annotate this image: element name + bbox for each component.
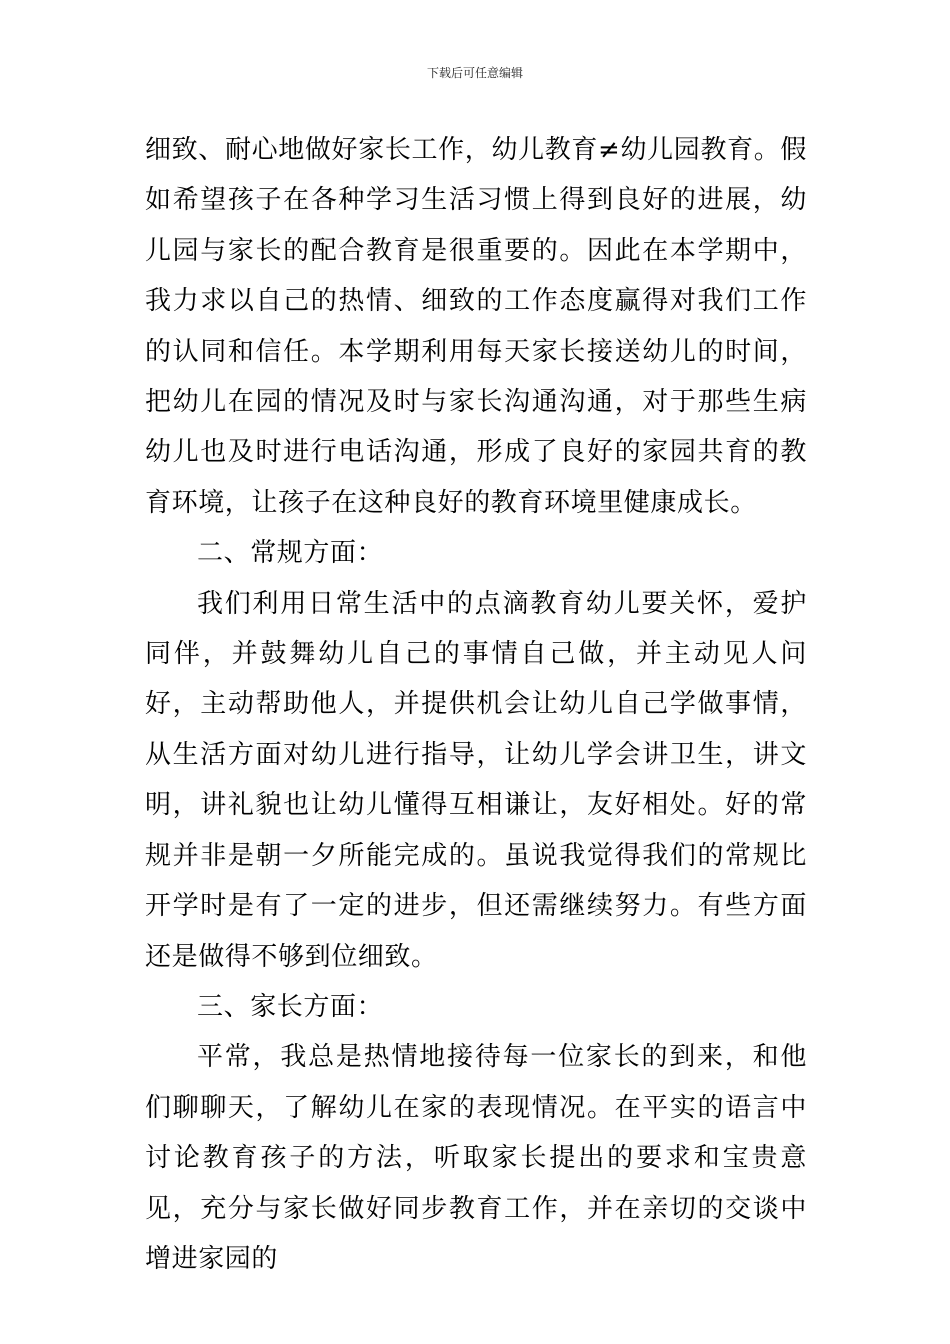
paragraph-parents: 平常，我总是热情地接待每一位家长的到来，和他们聊聊天，了解幼儿在家的表现情况。在平实的语言中讨论教育孩子的方法，听取家长提出的要求和宝贵意见，充分与家长做好同步教育工作，并在亲切的交谈中增进家园的	[145, 1042, 807, 1274]
document-body	[145, 125, 807, 1284]
paragraph-routine: 我们利用日常生活中的点滴教育幼儿要关怀，爱护同伴，并鼓舞幼儿自己的事情自己做，并主动见人问好，主动帮助他人，并提供机会让幼儿自己学做事情，从生活方面对幼儿进行指导，让幼儿学会讲卫生，讲文明，讲礼貌也让幼儿懂得互相谦让，友好相处。好的常规并非是朝一夕所能完成的。虽说我觉得我们的常规比开学时是有了一定的进步，但还需继续努力。有些方面还是做得不够到位细致。	[145, 588, 807, 972]
section-heading-parents: 三、家长方面：	[197, 991, 384, 1022]
section-heading-routine: 二、常规方面：	[197, 538, 384, 569]
paragraph-parent-work: 细致、耐心地做好家长工作，幼儿教育≠幼儿园教育。假如希望孩子在各种学习生活习惯上得到良好的进展，幼儿园与家长的配合教育是很重要的。因此在本学期中，我力求以自己的热情、细致的工作态度赢得对我们工作的认同和信任。本学期利用每天家长接送幼儿的时间，把幼儿在园的情况及时与家长沟通沟通，对于那些生病幼儿也及时进行电话沟通，形成了良好的家园共育的教育环境，让孩子在这种良好的教育环境里健康成长。	[145, 135, 807, 518]
page-header: 下载后可任意编辑	[426, 66, 523, 80]
